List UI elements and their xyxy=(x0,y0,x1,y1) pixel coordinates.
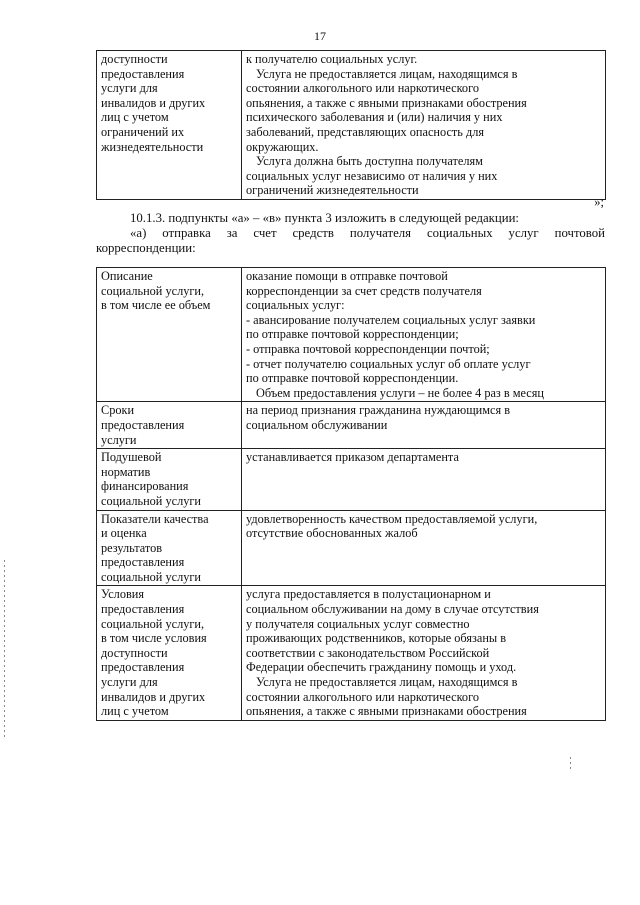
text-line: предоставления xyxy=(101,602,185,617)
table-row xyxy=(97,510,606,586)
text-line: Сроки xyxy=(101,403,135,418)
text-line: социальных услуг независимо от наличия у них xyxy=(246,168,498,183)
text-line: предоставления xyxy=(101,417,185,432)
text-line: корреспонденции за счет средств получателя xyxy=(246,283,482,298)
text-line: предоставления xyxy=(101,66,185,81)
text-line: Подушевой xyxy=(101,450,162,465)
text-line: Описание xyxy=(101,269,153,283)
text-line: инвалидов и других xyxy=(101,689,206,704)
text-line: жизнедеятельности xyxy=(101,139,204,154)
text-line: доступности xyxy=(101,645,168,660)
text-line: услуги для xyxy=(101,675,158,690)
text-line: Федерации обеспечить гражданину помощь и уход. xyxy=(246,660,517,675)
text-line: норматив xyxy=(101,464,151,479)
text-line: Услуга должна быть доступна получателям xyxy=(256,154,483,169)
text-line: социальной услуги, xyxy=(101,616,205,631)
text-line: состоянии алкогольного или наркотического xyxy=(246,689,479,704)
text-line: в том числе условия xyxy=(101,631,207,646)
text-line: доступности xyxy=(101,52,168,66)
text-line: Услуга не предоставляется лицам, находящимся в xyxy=(256,66,518,81)
text-line: услуги для xyxy=(101,81,158,96)
page-number: 17 xyxy=(314,29,326,43)
table-cell-value xyxy=(242,586,606,720)
text-line: - авансирование получателем социальных услуг заявки xyxy=(246,312,536,327)
text-line: на период признания гражданина нуждающимся в xyxy=(246,403,511,418)
text-line: заболеваний, представляющих опасность для xyxy=(246,124,485,139)
table-cell-label xyxy=(97,510,242,586)
text-line: ограничений их xyxy=(101,124,185,139)
text-line: к получателю социальных услуг. xyxy=(246,52,418,66)
text-line: в том числе ее объем xyxy=(101,298,211,313)
table-cell-label xyxy=(97,402,242,449)
table-cell-value xyxy=(242,449,606,510)
text-line: проживающих родственников, которые обязаны в xyxy=(246,631,507,646)
text-line: социальном обслуживании на дому в случае отсутствия xyxy=(246,602,539,617)
table-cell-value xyxy=(242,268,606,402)
margin-mark xyxy=(4,560,5,740)
text-line: услуга предоставляется в полустационарном и xyxy=(246,587,491,602)
text-line: опьянения, а также с явными признаками обострения xyxy=(246,704,527,719)
text-line: социальном обслуживании xyxy=(246,417,388,432)
amendment-paragraph: 10.1.3. подпункты «а» – «в» пункта 3 изложить в следующей редакции: xyxy=(130,211,519,225)
text-line: окружающих. xyxy=(246,139,319,154)
text-line: социальной услуги xyxy=(101,569,201,584)
table-row xyxy=(97,402,606,449)
table-row xyxy=(97,586,606,720)
text-line: по отправке почтовой корреспонденции; xyxy=(246,327,459,342)
text-line: - отчет получателю социальных услуг об оплате услуг xyxy=(246,356,531,371)
continued-table xyxy=(96,50,606,200)
text-line: социальной услуги xyxy=(101,493,201,508)
text-line: и оценка xyxy=(101,526,147,541)
text-line: услуги xyxy=(101,432,137,447)
text-line: отсутствие обоснованных жалоб xyxy=(246,526,418,541)
text-line: предоставления xyxy=(101,555,185,570)
table-cell-value xyxy=(242,51,606,200)
text-line: финансирования xyxy=(101,479,189,494)
text-line: Показатели качества xyxy=(101,511,209,526)
text-line: оказание помощи в отправке почтовой xyxy=(246,269,448,283)
text-line: устанавливается приказом департамента xyxy=(246,450,459,465)
text-line: по отправке почтовой корреспонденции. xyxy=(246,371,459,386)
text-line: удовлетворенность качеством предоставляемой услуги, xyxy=(246,511,538,526)
table-row xyxy=(97,449,606,510)
text-line: состоянии алкогольного или наркотического xyxy=(246,81,479,96)
text-line: опьянения, а также с явными признаками обострения xyxy=(246,95,527,110)
text-line: социальной услуги, xyxy=(101,283,205,298)
subpoint-paragraph: «а) отправка за счет средств получателя социальных услуг почтовой корреспонденции: xyxy=(96,226,605,255)
table-cell-value xyxy=(242,402,606,449)
text-line: Услуга не предоставляется лицам, находящимся в xyxy=(256,675,518,690)
table-row xyxy=(97,268,606,402)
text-line: предоставления xyxy=(101,660,185,675)
text-line: у получателя социальных услуг совместно xyxy=(246,616,470,631)
text-line: социальных услуг: xyxy=(246,298,345,313)
text-line: Условия xyxy=(101,587,145,602)
text-line: лиц с учетом xyxy=(101,110,169,125)
text-line: результатов xyxy=(101,540,163,555)
text-line: соответствии с законодательством Российской xyxy=(246,645,490,660)
table-cell-label xyxy=(97,51,242,200)
text-line: ограничений жизнедеятельности xyxy=(246,183,419,198)
text-line: - отправка почтовой корреспонденции почтой; xyxy=(246,341,490,356)
text-line: инвалидов и других xyxy=(101,95,206,110)
table-cell-label xyxy=(97,449,242,510)
text-line: Объем предоставления услуги – не более 4 раз в месяц xyxy=(256,385,544,400)
table-row xyxy=(97,51,606,200)
table-cell-value xyxy=(242,510,606,586)
closing-quote-mark: »; xyxy=(594,195,604,209)
table-cell-label xyxy=(97,586,242,720)
service-table xyxy=(96,267,606,721)
table-cell-label xyxy=(97,268,242,402)
text-line: психического заболевания и (или) наличия у них xyxy=(246,110,503,125)
margin-mark xyxy=(570,757,571,771)
text-line: лиц с учетом xyxy=(101,704,169,719)
